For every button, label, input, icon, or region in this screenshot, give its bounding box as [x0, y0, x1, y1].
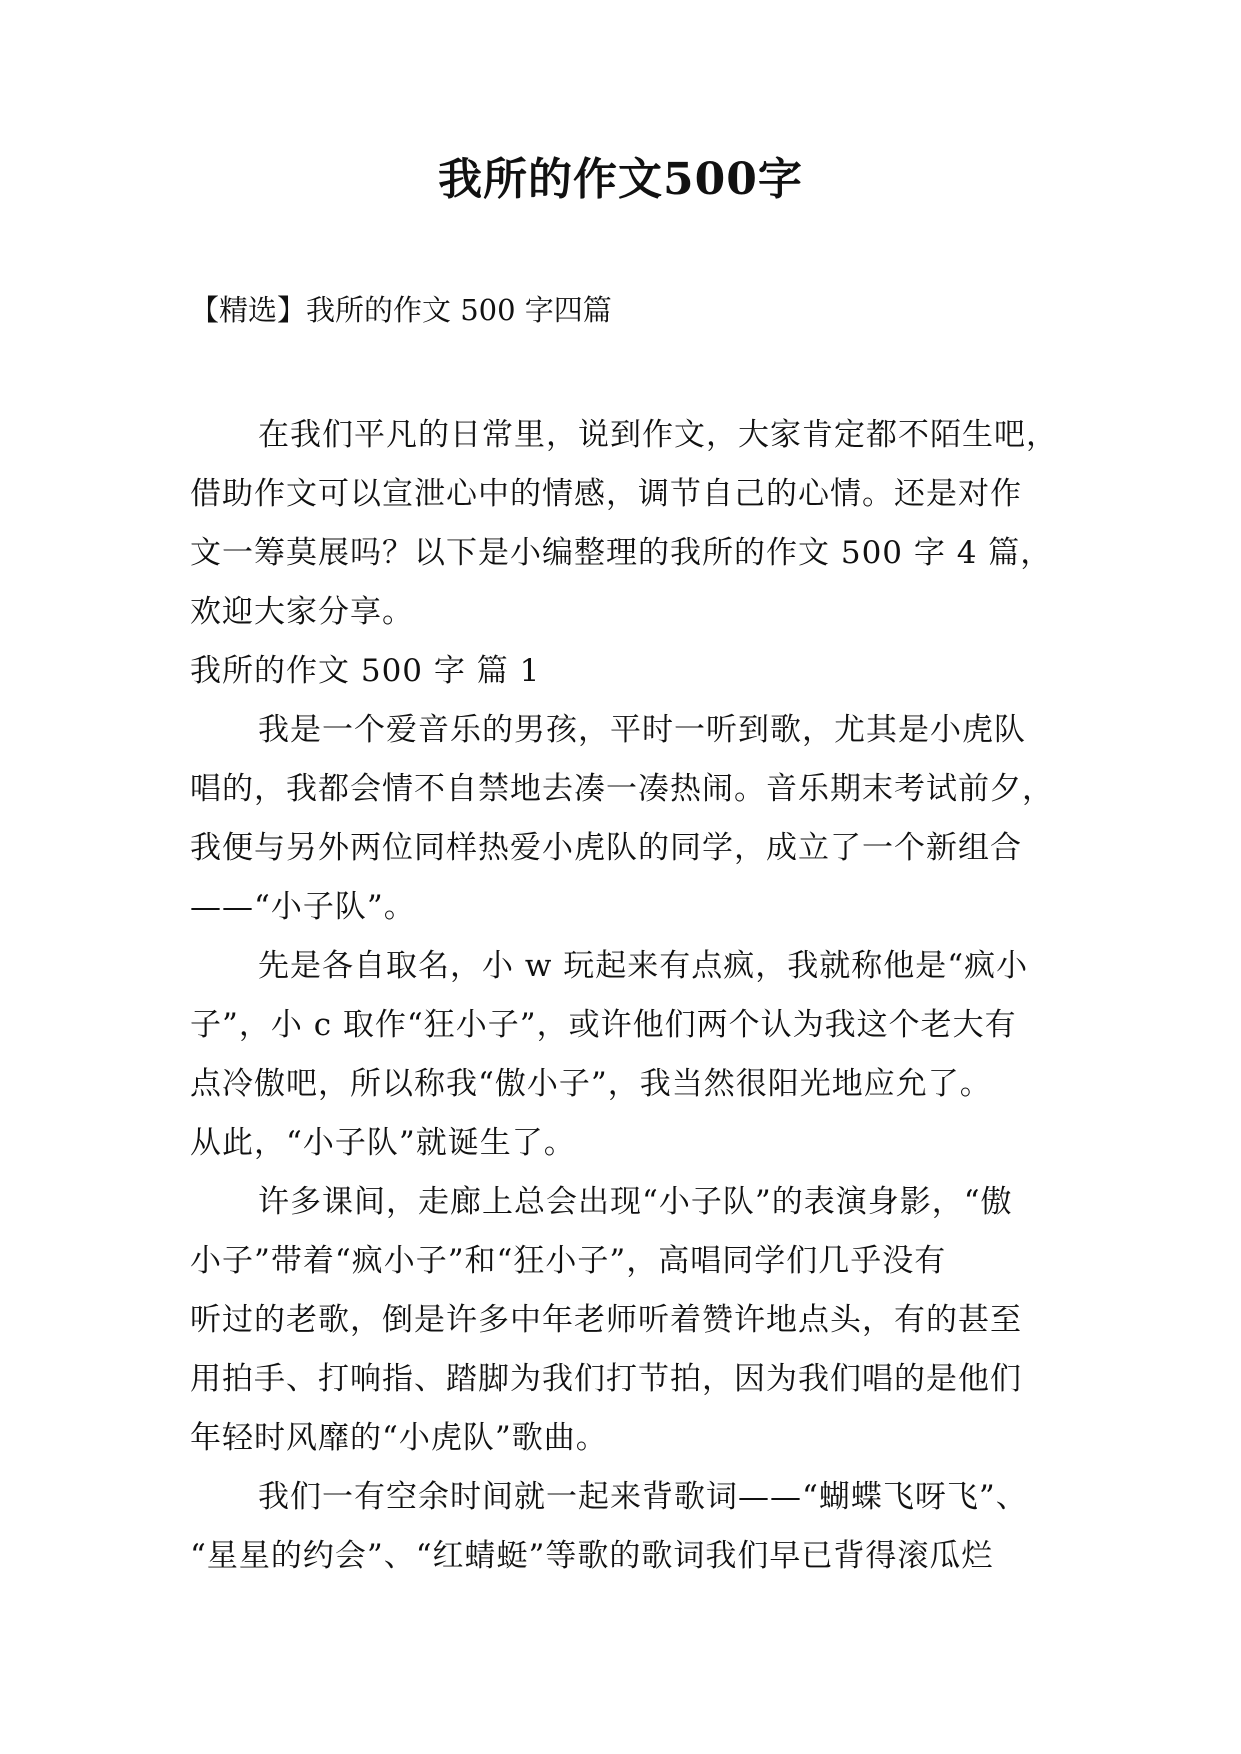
- text-line: 在我们平凡的日常里，说到作文，大家肯定都不陌生吧，: [258, 417, 1058, 453]
- text-line: 欢迎大家分享。: [190, 594, 414, 630]
- text-line: 听过的老歌，倒是许多中年老师听着赞许地点头，有的甚至: [190, 1302, 1022, 1338]
- text-line: 文一筹莫展吗？以下是小编整理的我所的作文 500 字 4 篇，: [190, 535, 1053, 571]
- document-body: [190, 406, 1090, 1586]
- text-line: 我是一个爱音乐的男孩，平时一听到歌，尤其是小虎队: [258, 712, 1026, 748]
- text-line: 先是各自取名，小 w 玩起来有点疯，我就称他是“疯小: [258, 948, 1029, 984]
- text-line: 用拍手、打响指、踏脚为我们打节拍，因为我们唱的是他们: [190, 1361, 1022, 1397]
- text-line: 借助作文可以宣泄心中的情感，调节自己的心情。还是对作: [190, 476, 1022, 512]
- text-line: 小子”带着“疯小子”和“狂小子”，高唱同学们几乎没有: [190, 1243, 947, 1279]
- text-line: 许多课间，走廊上总会出现“小子队”的表演身影，“傲: [258, 1184, 1013, 1220]
- document-subtitle: 【精选】我所的作文 500 字四篇: [190, 293, 612, 327]
- text-line: 我所的作文 500 字 篇 1: [190, 653, 541, 689]
- text-line: 年轻时风靡的“小虎队”歌曲。: [190, 1420, 608, 1456]
- text-line: ——“小子队”。: [190, 889, 416, 925]
- text-line: 从此，“小子队”就诞生了。: [190, 1125, 576, 1161]
- text-line: 子”，小 c 取作“狂小子”，或许他们两个认为我这个老大有: [190, 1007, 1017, 1043]
- text-line: 我便与另外两位同样热爱小虎队的同学，成立了一个新组合: [190, 830, 1022, 866]
- text-line: 我们一有空余时间就一起来背歌词——“蝴蝶飞呀飞”、: [258, 1479, 1028, 1515]
- page-title: 我所的作文500字: [438, 154, 803, 205]
- text-line: “星星的约会”、“红蜻蜓”等歌的歌词我们早已背得滚瓜烂: [190, 1538, 994, 1574]
- text-line: 点冷傲吧，所以称我“傲小子”，我当然很阳光地应允了。: [190, 1066, 992, 1102]
- text-line: 唱的，我都会情不自禁地去凑一凑热闹。音乐期末考试前夕，: [190, 771, 1054, 807]
